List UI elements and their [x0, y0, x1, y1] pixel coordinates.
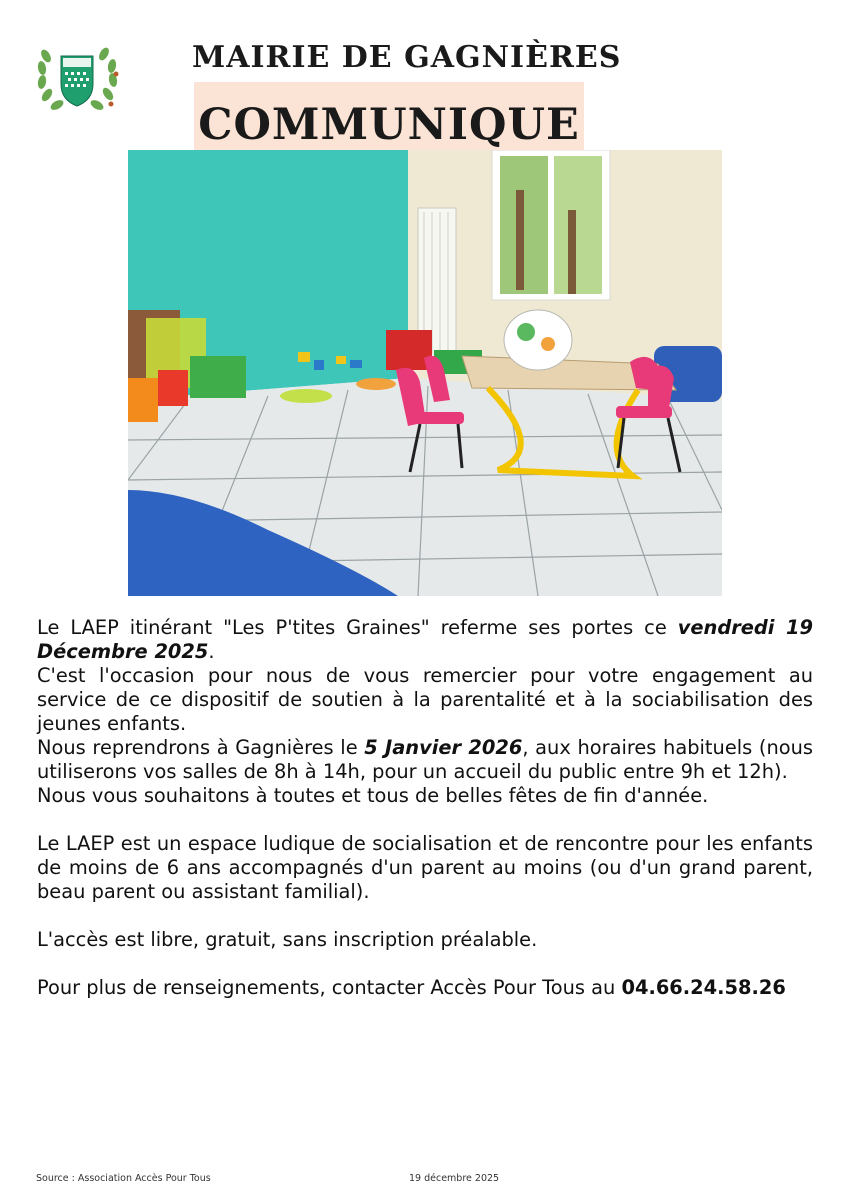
footer-date: 19 décembre 2025	[409, 1173, 500, 1184]
resume-paragraph	[37, 736, 813, 784]
thanks-paragraph: C'est l'occasion pour nous de vous remercier pour votre engagement au service de ce dispositif de soutien à la parentalité et à la sociabilisation des jeunes enfants.	[37, 664, 813, 735]
announcement-end: .	[208, 640, 215, 663]
resume-date: 5 Janvier 2026	[364, 736, 523, 759]
announcement-paragraph	[37, 616, 813, 664]
communique-title: COMMUNIQUE	[198, 100, 580, 150]
resume-hours: , aux horaires habituels (nous utiliserons vos salles de 8h à 14h, pour un accueil du public entre 9h et 12h).	[37, 736, 814, 783]
closing-date: vendredi 19 Décembre 2025	[37, 616, 813, 663]
laep-description: Le LAEP est un espace ludique de socialisation et de rencontre pour les enfants de moins de 6 ans accompagnés d'un parent au moins (ou d'un grand parent, beau parent ou assistant familial).	[37, 832, 813, 903]
contact-paragraph	[37, 976, 813, 1000]
announcement-text: Le LAEP itinérant "Les P'tites Graines" referme ses portes ce	[37, 616, 678, 639]
playroom-photo	[128, 150, 722, 596]
contact-text: Pour plus de renseignements, contacter Accès Pour Tous au	[37, 976, 622, 999]
coat-of-arms-icon	[34, 44, 120, 114]
contact-phone: 04.66.24.58.26	[621, 976, 786, 999]
communique-body	[37, 616, 813, 1000]
resume-text: Nous reprendrons à Gagnières le	[37, 736, 365, 759]
footer-source: Source : Association Accès Pour Tous	[36, 1173, 211, 1184]
communique-banner	[194, 82, 584, 150]
wishes-paragraph: Nous vous souhaitons à toutes et tous de belles fêtes de fin d'année.	[37, 784, 709, 807]
mairie-title: MAIRIE DE GAGNIÈRES	[192, 40, 622, 75]
access-info: L'accès est libre, gratuit, sans inscription préalable.	[37, 928, 538, 951]
